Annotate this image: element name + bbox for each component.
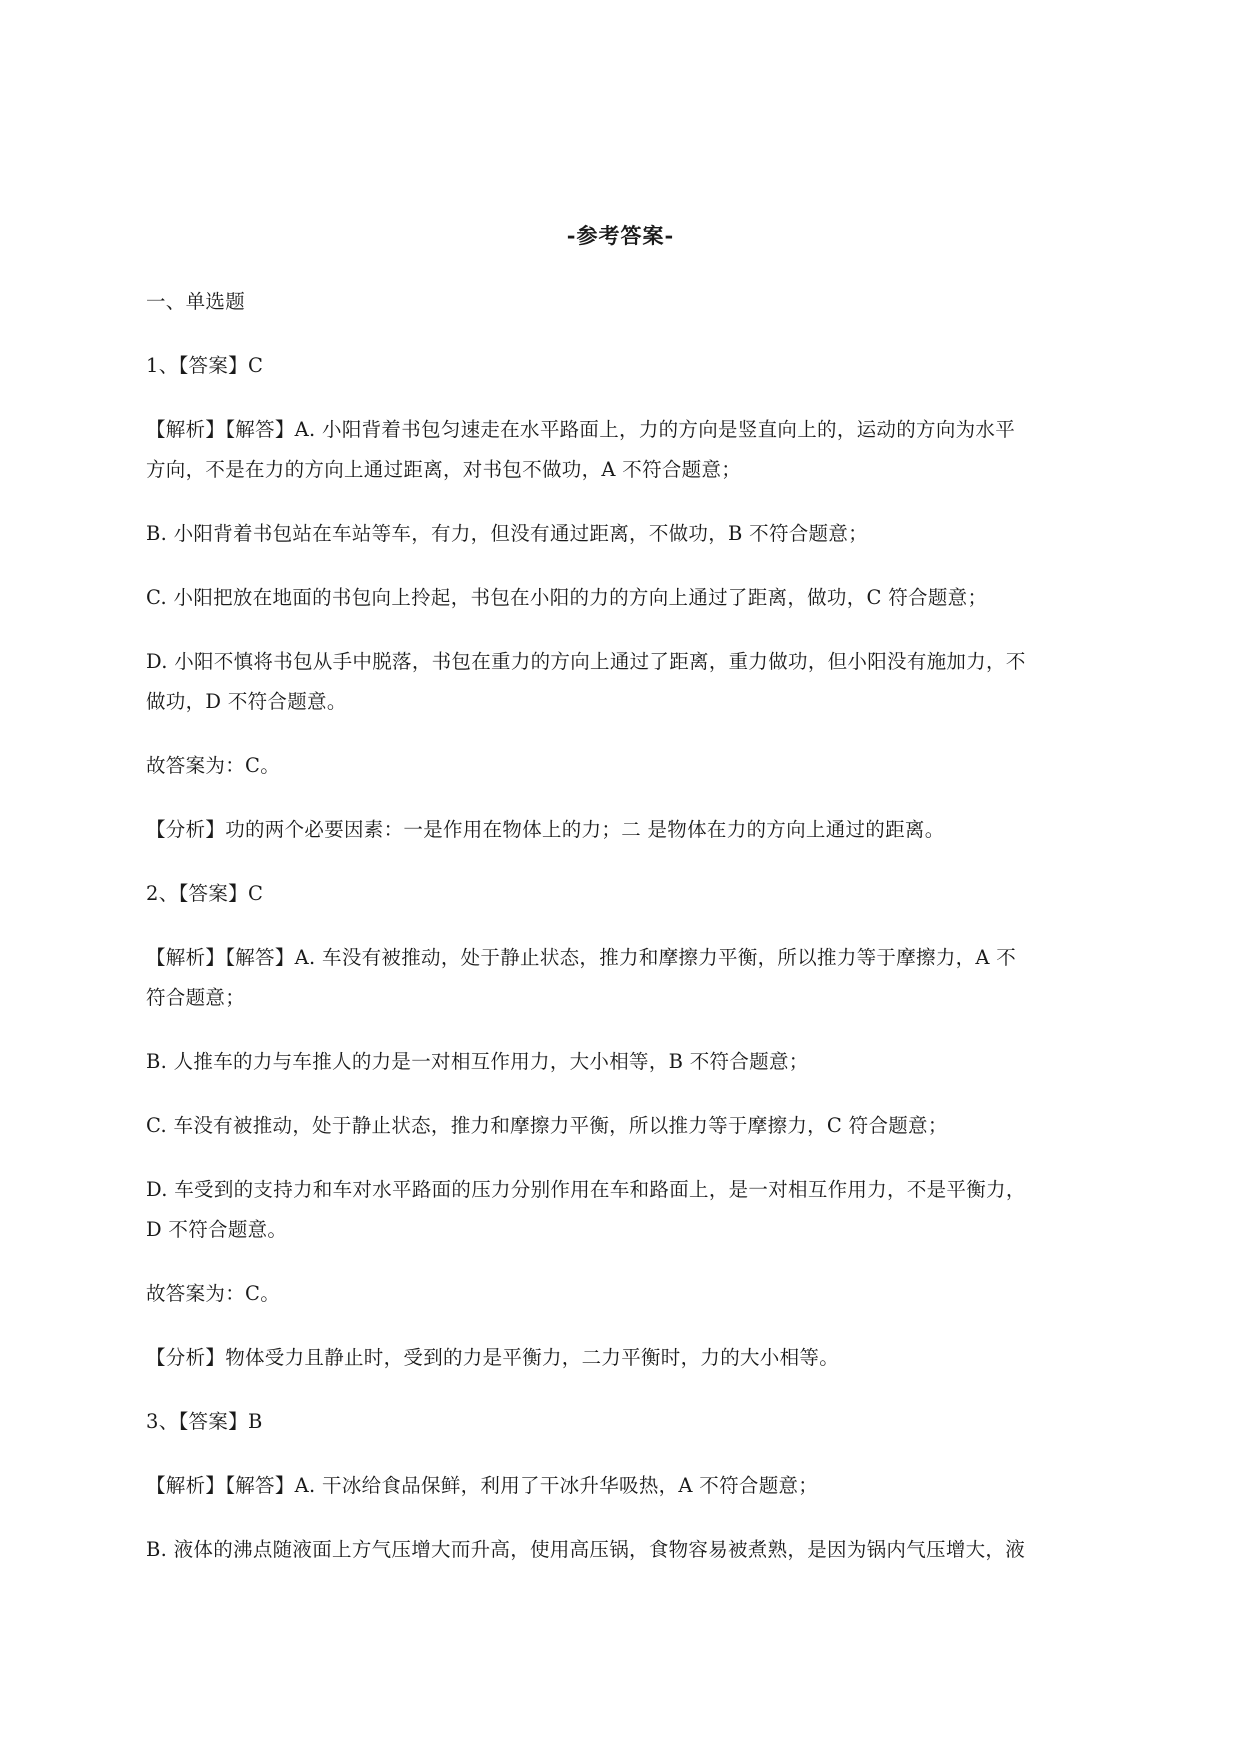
answer-2-analysis-line-1: 【解析】【解答】A. 车没有被推动，处于静止状态，推力和摩擦力平衡，所以推力等于摩擦力，A 不: [146, 946, 1017, 969]
answer-3-option-b-line-1: B. 液体的沸点随液面上方气压增大而升高，使用高压锅，食物容易被煮熟，是因为锅内气压增大，液: [146, 1538, 1026, 1561]
answer-1-heading: 1、【答案】C: [146, 354, 264, 377]
answer-1-analysis-line-2: 方向，不是在力的方向上通过距离，对书包不做功，A 不符合题意；: [146, 458, 742, 481]
answer-1-option-c: C. 小阳把放在地面的书包向上拎起，书包在小阳的力的方向上通过了距离，做功，C 符合题意；: [146, 586, 988, 609]
answer-2-conclusion: 故答案为：C。: [146, 1282, 281, 1305]
section-heading: 一、单选题: [146, 290, 246, 313]
answer-2-option-b: B. 人推车的力与车推人的力是一对相互作用力，大小相等，B 不符合题意；: [146, 1050, 809, 1073]
answer-1-option-b: B. 小阳背着书包站在车站等车，有力，但没有通过距离，不做功，B 不符合题意；: [146, 522, 868, 545]
answer-1-conclusion: 故答案为：C。: [146, 754, 281, 777]
answer-2-option-d-line-2: D 不符合题意。: [146, 1218, 288, 1241]
answer-3-heading: 3、【答案】B: [146, 1410, 263, 1433]
answer-3-analysis-line-1: 【解析】【解答】A. 干冰给食品保鲜，利用了干冰升华吸热，A 不符合题意；: [146, 1474, 819, 1497]
answer-1-option-d-line-1: D. 小阳不慎将书包从手中脱落，书包在重力的方向上通过了距离，重力做功，但小阳没有施加力，不: [146, 650, 1026, 673]
answer-2-option-c: C. 车没有被推动，处于静止状态，推力和摩擦力平衡，所以推力等于摩擦力，C 符合题意；: [146, 1114, 948, 1137]
page-title: -参考答案-: [566, 223, 675, 248]
answer-2-analysis-line-2: 符合题意；: [146, 986, 246, 1009]
answer-2-heading: 2、【答案】C: [146, 882, 264, 905]
answer-1-summary: 【分析】功的两个必要因素：一是作用在物体上的力；二 是物体在力的方向上通过的距离。: [146, 818, 945, 841]
answer-1-analysis-line-1: 【解析】【解答】A. 小阳背着书包匀速走在水平路面上，力的方向是竖直向上的，运动的方向为水平: [146, 418, 1016, 441]
answer-2-option-d-line-1: D. 车受到的支持力和车对水平路面的压力分别作用在车和路面上，是一对相互作用力，不是平衡力，: [146, 1178, 1026, 1201]
answer-1-option-d-line-2: 做功，D 不符合题意。: [146, 690, 347, 713]
answer-2-summary: 【分析】物体受力且静止时，受到的力是平衡力，二力平衡时，力的大小相等。: [146, 1346, 840, 1369]
